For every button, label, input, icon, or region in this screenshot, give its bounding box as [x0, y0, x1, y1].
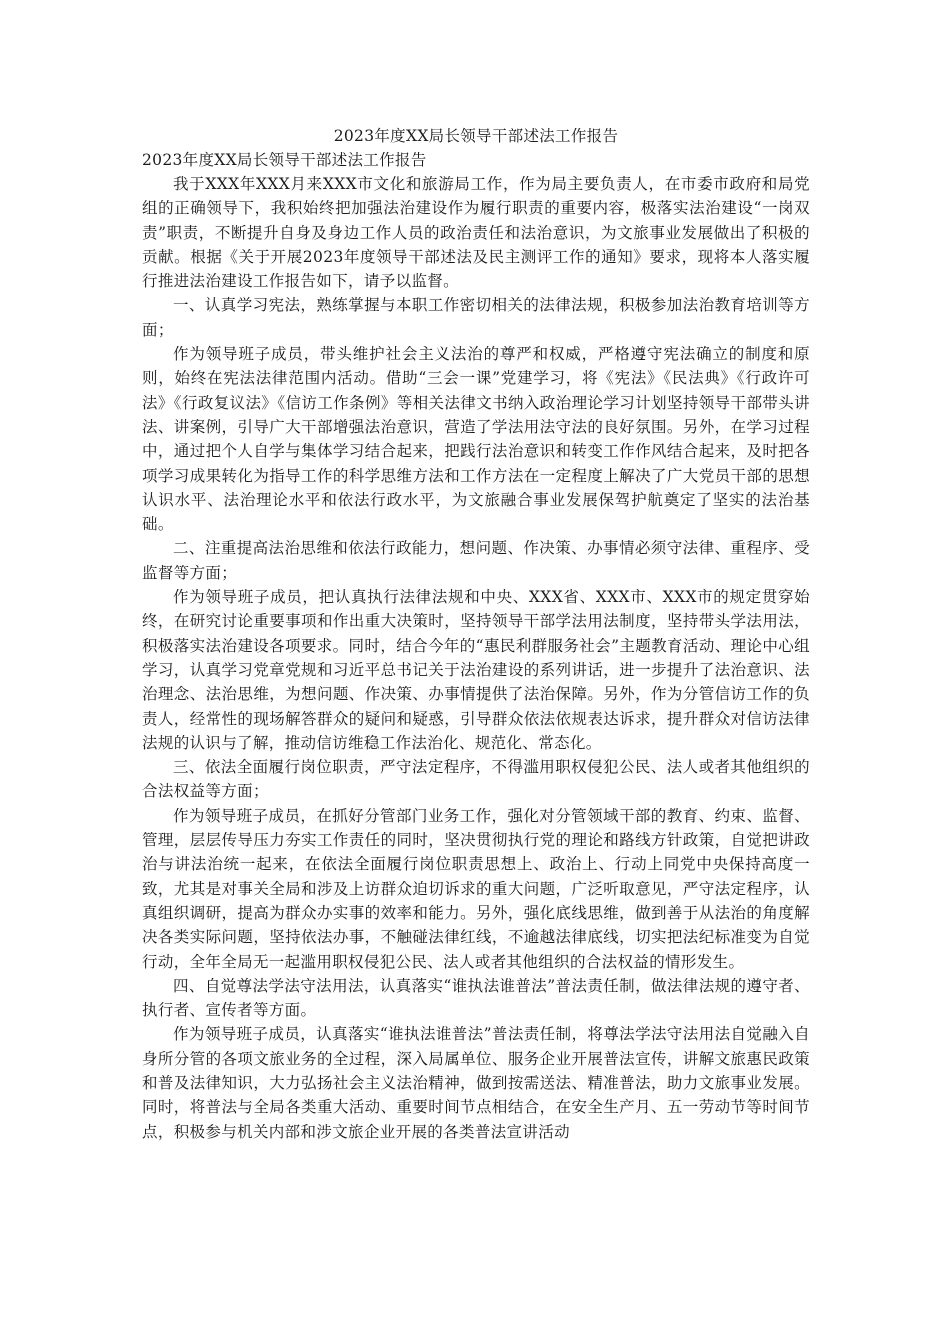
- paragraph-section-2: 作为领导班子成员，把认真执行法律法规和中央、XXX省、XXX市、XXX市的规定贯穿始终，在研究讨论重要事项和作出重大决策时，坚持领导干部学法用法制度，坚持带头学法用法，积极落实法治建设各项要求。同时，结合今年的“惠民利群服务社会”主题教育活动、理论中心组学习，认真学习党章党规和习近平总书记关于法治建设的系列讲话，进一步提升了法治意识、法治理念、法治思维，为想问题、作决策、办事情提供了法治保障。另外，作为分管信访工作的负责人，经常性的现场解答群众的疑问和疑惑，引导群众依法依规表达诉求，提升群众对信访法律法规的认识与了解，推动信访维稳工作法治化、规范化、常态化。: [142, 588, 810, 752]
- paragraph-section-3: 作为领导班子成员，在抓好分管部门业务工作，强化对分管领域干部的教育、约束、监督、管理，层层传导压力夯实工作责任的同时，坚决贯彻执行党的理论和路线方针政策，自觉把讲政治与讲法治统一起来，在依法全面履行岗位职责思想上、政治上、行动上同党中央保持高度一致，尤其是对事关全局和涉及上访群众迫切诉求的重大问题，广泛听取意见，严守法定程序，认真组织调研，提高为群众办实事的效率和能力。另外，强化底线思维，做到善于从法治的角度解决各类实际问题，坚持依法办事，不触碰法律红线，不逾越法律底线，切实把法纪标准变为自觉行动，全年全局无一起滥用职权侵犯公民、法人或者其他组织的合法权益的情形发生。: [142, 806, 810, 971]
- document-title: 2023年度XX局长领导干部述法工作报告: [333, 127, 619, 145]
- section-heading-3: 三、依法全面履行岗位职责，严守法定程序，不得滥用职权侵犯公民、法人或者其他组织的合法权益等方面；: [142, 758, 810, 801]
- section-heading-4: 四、自觉尊法学法守法用法，认真落实“谁执法谁普法”普法责任制，做法律法规的遵守者、执行者、宣传者等方面。: [142, 976, 810, 1020]
- paragraph-section-4: 作为领导班子成员，认真落实“谁执法谁普法”普法责任制，将尊法学法守法用法自觉融入自身所分管的各项文旅业务的全过程，深入局属单位、服务企业开展普法宣传，讲解文旅惠民政策和普及法律知识，大力弘扬社会主义法治精神，做到按需送法、精准普法，助力文旅事业发展。同时，将普法与全局各类重大活动、重要时间节点相结合，在安全生产月、五一劳动节等时间节点，积极参与机关内部和涉文旅企业开展的各类普法宣讲活动: [142, 1025, 810, 1141]
- document-page: [142, 124, 810, 1144]
- paragraph-section-1: 作为领导班子成员，带头维护社会主义法治的尊严和权威，严格遵守宪法确立的制度和原则，始终在宪法法律范围内活动。借助“三会一课”党建学习，将《宪法》《民法典》《行政许可法》《行政复议法》《信访工作条例》等相关法律文书纳入政治理论学习计划坚持领导干部带头讲法、讲案例，引导广大干部增强法治意识，营造了学法用法守法的良好氛围。另外，在学习过程中，通过把个人自学与集体学习结合起来，把践行法治意识和转变工作作风结合起来，及时把各项学习成果转化为指导工作的科学思维方法和工作方法在一定程度上解决了广大党员干部的思想认识水平、法治理论水平和依法行政水平，为文旅融合事业发展保驾护航奠定了坚实的法治基础。: [142, 345, 810, 534]
- paragraph-intro: 我于XXX年XXX月来XXX市文化和旅游局工作，作为局主要负责人，在市委市政府和局党组的正确领导下，我积始终把加强法治建设作为履行职责的重要内容，极落实法治建设“一岗双责”职责，不断提升自身及身边工作人员的政治责任和法治意识，为文旅事业发展做出了积极的贡献。根据《关于开展2023年度领导干部述法及民主测评工作的通知》要求，现将本人落实履行推进法治建设工作报告如下，请予以监督。: [142, 175, 810, 291]
- section-heading-2: 二、注重提高法治思维和依法行政能力，想问题、作决策、办事情必须守法律、重程序、受监督等方面；: [142, 539, 810, 582]
- document-subtitle: 2023年度XX局长领导干部述法工作报告: [142, 151, 427, 169]
- section-heading-1: 一、认真学习宪法，熟练掌握与本职工作密切相关的法律法规，积极参加法治教育培训等方面；: [142, 296, 810, 339]
